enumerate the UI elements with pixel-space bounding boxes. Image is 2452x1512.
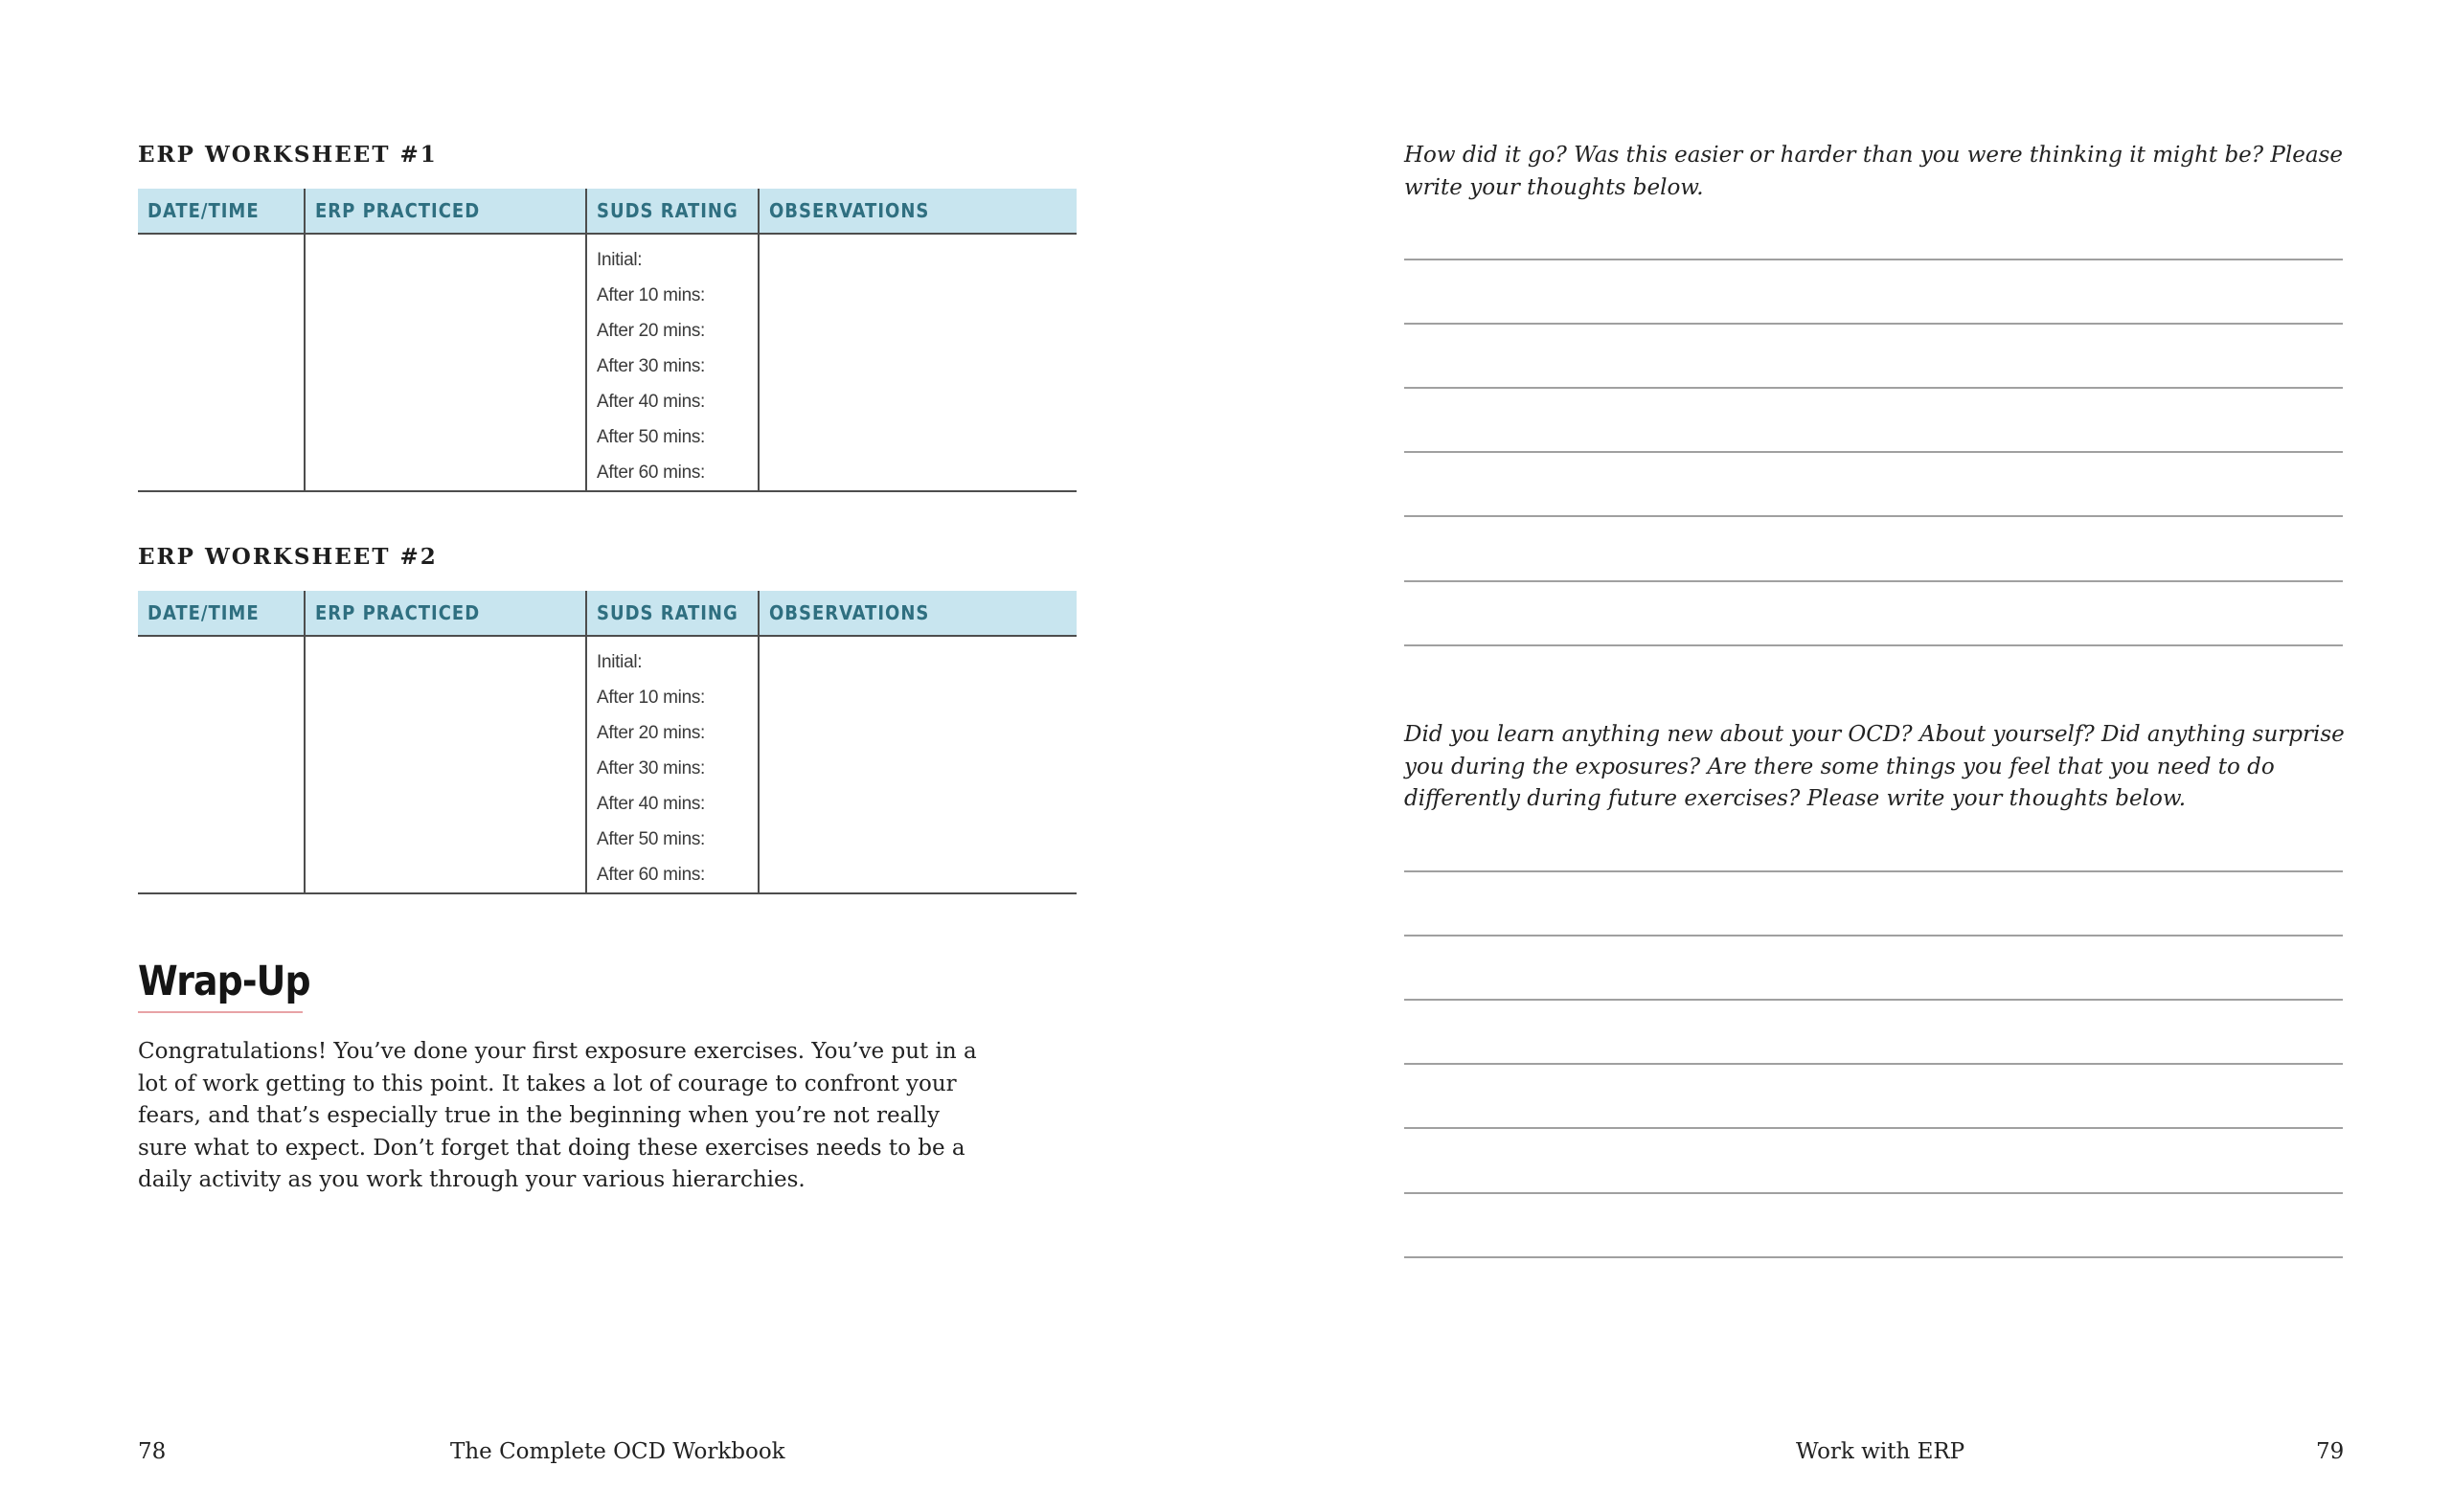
suds-entry-40: After 40 mins: xyxy=(597,392,706,412)
suds-rating-cell[interactable] xyxy=(586,636,759,893)
suds-rating-cell[interactable] xyxy=(586,234,759,491)
table-header-row xyxy=(138,189,1077,234)
worksheet-1 xyxy=(138,136,1077,483)
writing-line[interactable] xyxy=(1404,451,2343,453)
writing-line[interactable] xyxy=(1404,323,2343,325)
running-title-right: Work with ERP xyxy=(1796,1439,1965,1464)
heading-underline xyxy=(138,1011,303,1013)
worksheet-table xyxy=(138,189,1077,492)
erp-practiced-cell[interactable] xyxy=(305,636,586,893)
column-header-suds-rating: SUDS RATING xyxy=(586,189,759,234)
table-row xyxy=(138,234,1077,491)
writing-line[interactable] xyxy=(1404,644,2343,646)
wrap-up-heading: Wrap-Up xyxy=(138,958,310,1005)
suds-entry-60: After 60 mins: xyxy=(597,463,706,483)
suds-entry-20: After 20 mins: xyxy=(597,723,706,743)
writing-line[interactable] xyxy=(1404,999,2343,1001)
column-header-erp-practiced: ERP PRACTICED xyxy=(305,189,586,234)
table-row xyxy=(138,636,1077,893)
page-number-right: 79 xyxy=(2316,1439,2345,1464)
column-header-observations: OBSERVATIONS xyxy=(759,591,1077,636)
table-header-row xyxy=(138,591,1077,636)
observations-cell[interactable] xyxy=(759,234,1077,491)
writing-line[interactable] xyxy=(1404,387,2343,389)
writing-line[interactable] xyxy=(1404,515,2343,517)
suds-entry-10: After 10 mins: xyxy=(597,688,706,708)
column-header-suds-rating: SUDS RATING xyxy=(586,591,759,636)
suds-entry-20: After 20 mins: xyxy=(597,321,706,341)
column-header-date-time: DATE/TIME xyxy=(138,591,305,636)
erp-practiced-cell[interactable] xyxy=(305,234,586,491)
suds-list xyxy=(587,637,758,892)
writing-line[interactable] xyxy=(1404,580,2343,582)
writing-line[interactable] xyxy=(1404,259,2343,260)
suds-entry-50: After 50 mins: xyxy=(597,427,706,447)
suds-entry-10: After 10 mins: xyxy=(597,285,706,305)
suds-entry-50: After 50 mins: xyxy=(597,829,706,849)
column-header-date-time: DATE/TIME xyxy=(138,189,305,234)
worksheet-title: ERP WORKSHEET #2 xyxy=(138,544,438,570)
writing-line[interactable] xyxy=(1404,935,2343,937)
suds-entry-30: After 30 mins: xyxy=(597,356,706,376)
reflection-prompt-1: How did it go? Was this easier or harder than you were thinking it might be? Please write your thoughts below. xyxy=(1404,143,2343,200)
worksheet-2 xyxy=(138,538,1077,885)
suds-list xyxy=(587,235,758,490)
writing-line[interactable] xyxy=(1404,870,2343,872)
wrap-up-body: Congratulations! You’ve done your first exposure exercises. You’ve put in a lot of work getting to this point. It takes a lot of courage to confront your fears, and that’s especially true in the beginning when you’re not really sure what to expect. Don’t forget that doing these exercises needs to be a daily activity as you work through your various hierarchies. xyxy=(138,1039,977,1192)
column-header-observations: OBSERVATIONS xyxy=(759,189,1077,234)
worksheet-table xyxy=(138,591,1077,894)
reflection-prompt-2: Did you learn anything new about your OCD? About yourself? Did anything surprise you during the exposures? Are there some things you feel that you need to do differently during future exercises? Please write your thoughts below. xyxy=(1404,722,2345,811)
date-time-cell[interactable] xyxy=(138,234,305,491)
writing-line[interactable] xyxy=(1404,1063,2343,1065)
suds-entry-40: After 40 mins: xyxy=(597,794,706,814)
writing-line[interactable] xyxy=(1404,1127,2343,1129)
writing-line[interactable] xyxy=(1404,1192,2343,1194)
worksheet-title: ERP WORKSHEET #1 xyxy=(138,142,438,168)
date-time-cell[interactable] xyxy=(138,636,305,893)
suds-entry-30: After 30 mins: xyxy=(597,758,706,779)
observations-cell[interactable] xyxy=(759,636,1077,893)
column-header-erp-practiced: ERP PRACTICED xyxy=(305,591,586,636)
writing-line[interactable] xyxy=(1404,1256,2343,1258)
suds-entry-60: After 60 mins: xyxy=(597,865,706,885)
suds-entry-initial: Initial: xyxy=(597,652,643,672)
running-title-left: The Complete OCD Workbook xyxy=(450,1439,785,1464)
suds-entry-initial: Initial: xyxy=(597,250,643,270)
page-number-left: 78 xyxy=(138,1439,167,1464)
